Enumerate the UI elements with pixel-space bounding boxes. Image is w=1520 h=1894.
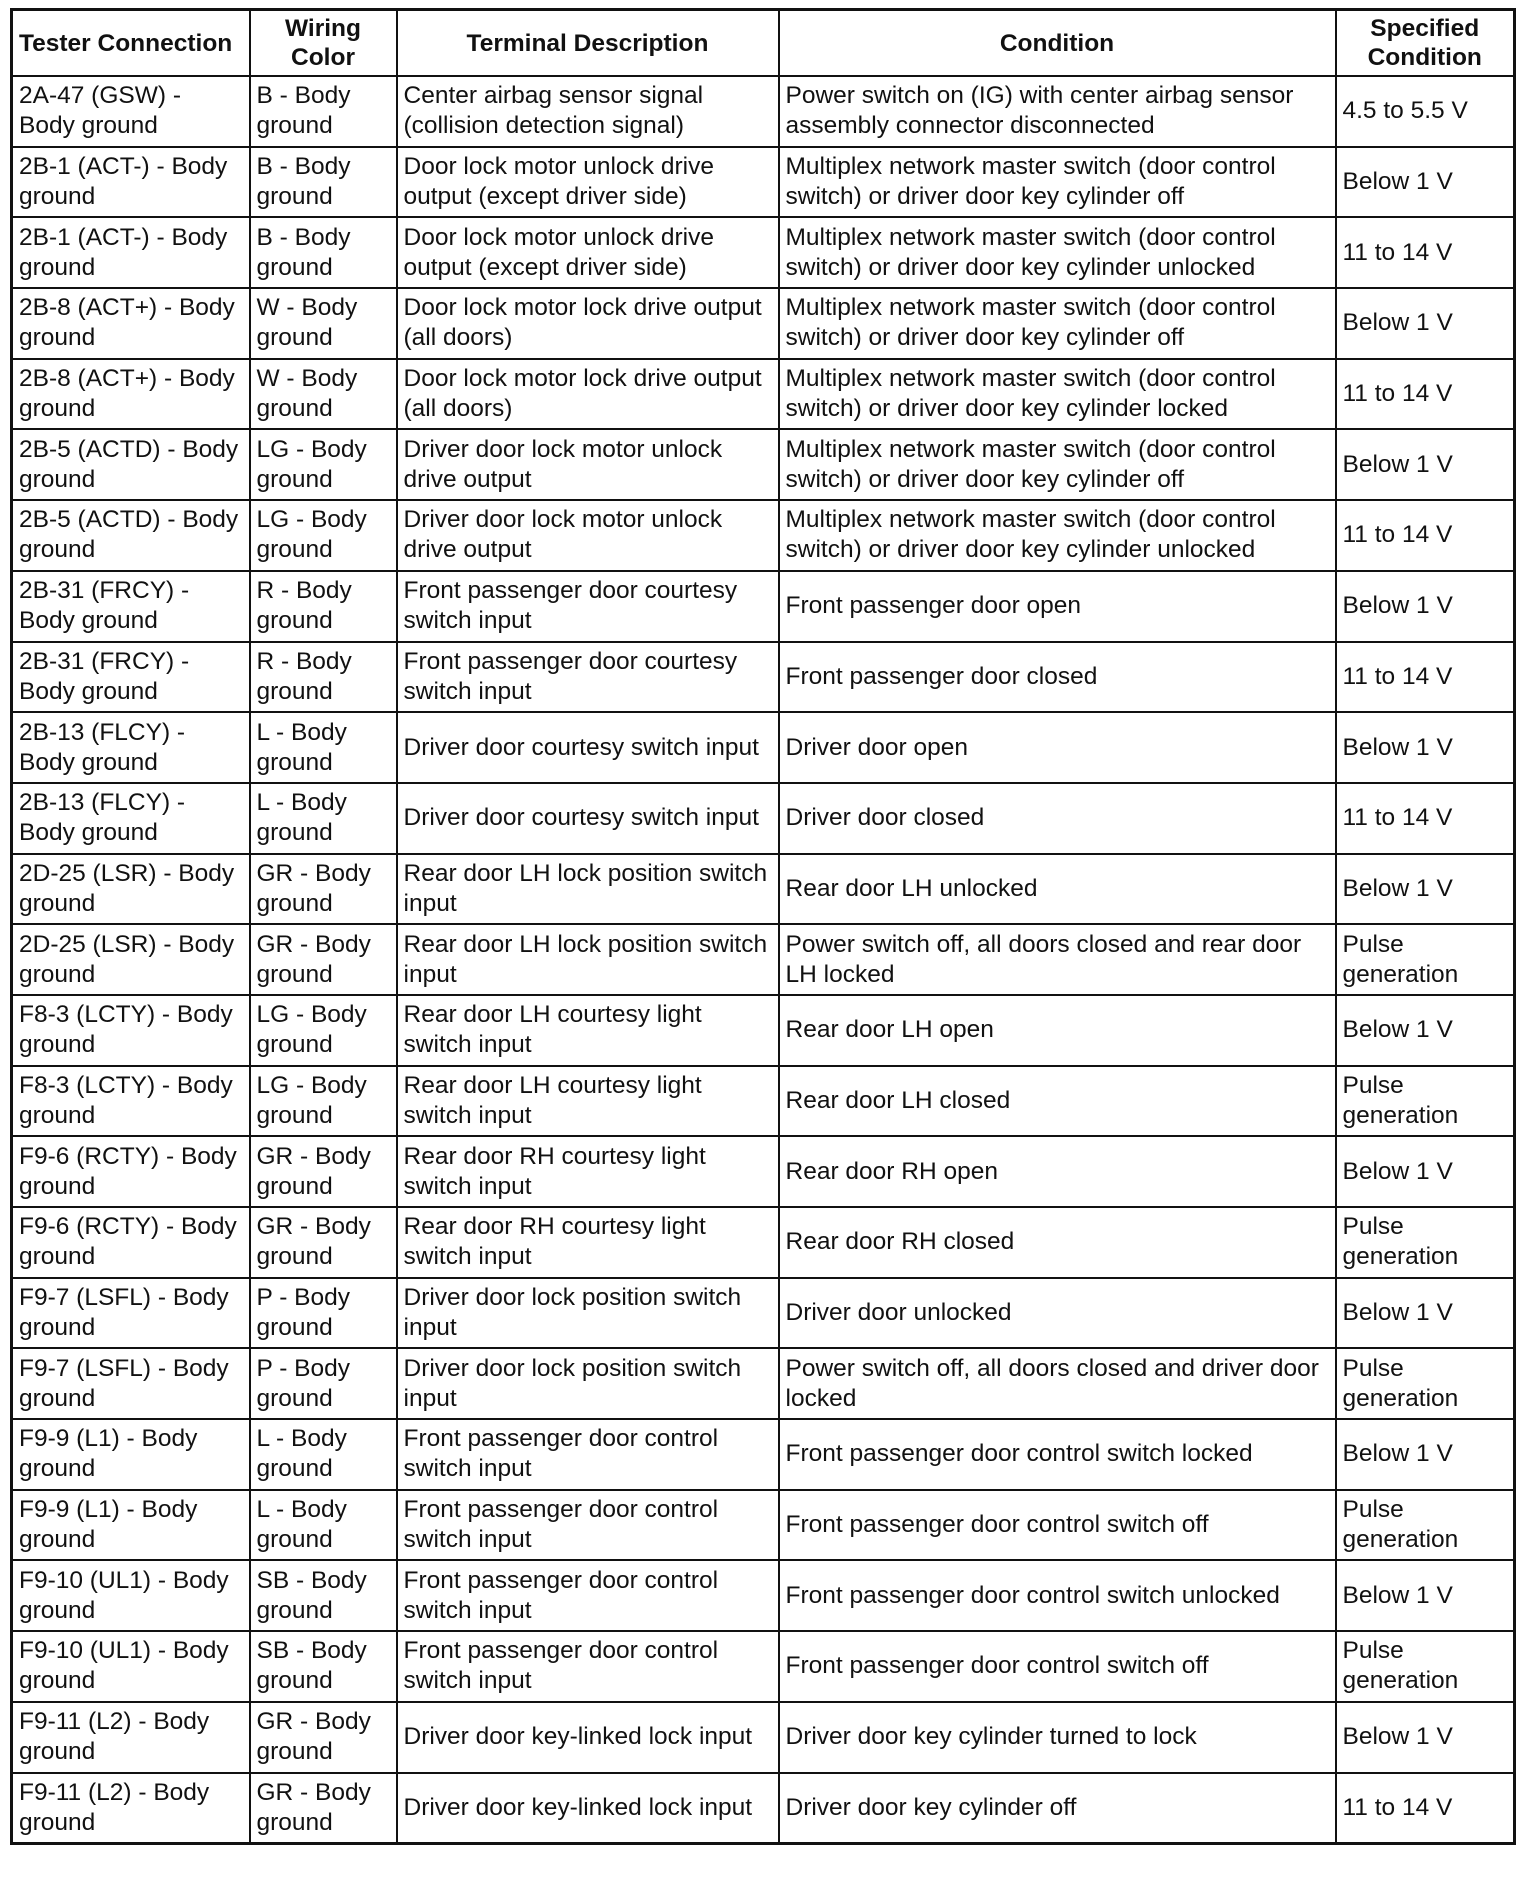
- cell-wiring-color: SB - Body ground: [250, 1560, 397, 1631]
- table-row: [12, 76, 1515, 147]
- table-row: [12, 1207, 1515, 1278]
- cell-wiring-color: B - Body ground: [250, 147, 397, 218]
- table-row: [12, 359, 1515, 430]
- cell-tester-connection: F9-10 (UL1) - Body ground: [12, 1560, 250, 1631]
- cell-specified-condition: Below 1 V: [1336, 429, 1515, 500]
- table-row: [12, 854, 1515, 925]
- cell-wiring-color: GR - Body ground: [250, 1207, 397, 1278]
- cell-specified-condition: Below 1 V: [1336, 147, 1515, 218]
- cell-terminal-description: Front passenger door control switch input: [397, 1560, 779, 1631]
- cell-condition: Rear door LH closed: [779, 1066, 1336, 1137]
- cell-specified-condition: Pulse generation: [1336, 1490, 1515, 1561]
- cell-tester-connection: F9-9 (L1) - Body ground: [12, 1419, 250, 1490]
- cell-condition: Multiplex network master switch (door control switch) or driver door key cylinder unlocked: [779, 217, 1336, 288]
- table-row: [12, 642, 1515, 713]
- cell-wiring-color: P - Body ground: [250, 1348, 397, 1419]
- cell-tester-connection: 2B-5 (ACTD) - Body ground: [12, 500, 250, 571]
- cell-terminal-description: Front passenger door courtesy switch input: [397, 571, 779, 642]
- cell-terminal-description: Driver door lock motor unlock drive output: [397, 500, 779, 571]
- table-row: [12, 288, 1515, 359]
- cell-tester-connection: 2A-47 (GSW) - Body ground: [12, 76, 250, 147]
- table-row: [12, 1702, 1515, 1773]
- cell-specified-condition: Below 1 V: [1336, 1560, 1515, 1631]
- cell-condition: Driver door key cylinder turned to lock: [779, 1702, 1336, 1773]
- table-row: [12, 1278, 1515, 1349]
- cell-terminal-description: Driver door key-linked lock input: [397, 1702, 779, 1773]
- cell-terminal-description: Front passenger door control switch input: [397, 1490, 779, 1561]
- table-row: [12, 500, 1515, 571]
- cell-wiring-color: LG - Body ground: [250, 995, 397, 1066]
- cell-wiring-color: L - Body ground: [250, 783, 397, 854]
- cell-condition: Multiplex network master switch (door control switch) or driver door key cylinder off: [779, 429, 1336, 500]
- cell-tester-connection: 2B-1 (ACT-) - Body ground: [12, 217, 250, 288]
- cell-tester-connection: F8-3 (LCTY) - Body ground: [12, 995, 250, 1066]
- cell-wiring-color: LG - Body ground: [250, 429, 397, 500]
- cell-condition: Power switch off, all doors closed and rear door LH locked: [779, 924, 1336, 995]
- cell-terminal-description: Driver door lock position switch input: [397, 1348, 779, 1419]
- cell-wiring-color: R - Body ground: [250, 571, 397, 642]
- cell-terminal-description: Rear door RH courtesy light switch input: [397, 1207, 779, 1278]
- header-wiring-color: Wiring Color: [250, 10, 397, 77]
- cell-condition: Power switch off, all doors closed and driver door locked: [779, 1348, 1336, 1419]
- cell-wiring-color: W - Body ground: [250, 359, 397, 430]
- cell-wiring-color: P - Body ground: [250, 1278, 397, 1349]
- cell-wiring-color: R - Body ground: [250, 642, 397, 713]
- cell-tester-connection: F9-6 (RCTY) - Body ground: [12, 1136, 250, 1207]
- cell-condition: Front passenger door open: [779, 571, 1336, 642]
- cell-wiring-color: LG - Body ground: [250, 500, 397, 571]
- cell-terminal-description: Rear door LH courtesy light switch input: [397, 1066, 779, 1137]
- cell-tester-connection: F9-11 (L2) - Body ground: [12, 1773, 250, 1844]
- cell-condition: Power switch on (IG) with center airbag sensor assembly connector disconnected: [779, 76, 1336, 147]
- cell-condition: Front passenger door control switch unlocked: [779, 1560, 1336, 1631]
- cell-terminal-description: Door lock motor lock drive output (all doors): [397, 359, 779, 430]
- cell-condition: Front passenger door closed: [779, 642, 1336, 713]
- cell-specified-condition: Pulse generation: [1336, 924, 1515, 995]
- table-row: [12, 217, 1515, 288]
- cell-specified-condition: 11 to 14 V: [1336, 217, 1515, 288]
- cell-specified-condition: 11 to 14 V: [1336, 359, 1515, 430]
- cell-specified-condition: Below 1 V: [1336, 854, 1515, 925]
- cell-terminal-description: Front passenger door control switch input: [397, 1419, 779, 1490]
- cell-condition: Driver door closed: [779, 783, 1336, 854]
- cell-condition: Rear door RH open: [779, 1136, 1336, 1207]
- cell-condition: Driver door key cylinder off: [779, 1773, 1336, 1844]
- cell-tester-connection: 2B-8 (ACT+) - Body ground: [12, 288, 250, 359]
- cell-terminal-description: Center airbag sensor signal (collision detection signal): [397, 76, 779, 147]
- cell-terminal-description: Driver door lock position switch input: [397, 1278, 779, 1349]
- cell-specified-condition: 11 to 14 V: [1336, 783, 1515, 854]
- header-terminal-description: Terminal Description: [397, 10, 779, 77]
- table-body: [12, 76, 1515, 1844]
- cell-specified-condition: Below 1 V: [1336, 712, 1515, 783]
- cell-tester-connection: F8-3 (LCTY) - Body ground: [12, 1066, 250, 1137]
- cell-condition: Rear door LH open: [779, 995, 1336, 1066]
- cell-terminal-description: Driver door lock motor unlock drive output: [397, 429, 779, 500]
- cell-tester-connection: 2D-25 (LSR) - Body ground: [12, 854, 250, 925]
- cell-condition: Driver door unlocked: [779, 1278, 1336, 1349]
- table-row: [12, 1419, 1515, 1490]
- cell-tester-connection: F9-7 (LSFL) - Body ground: [12, 1348, 250, 1419]
- cell-wiring-color: GR - Body ground: [250, 1136, 397, 1207]
- cell-terminal-description: Front passenger door control switch input: [397, 1631, 779, 1702]
- cell-terminal-description: Front passenger door courtesy switch input: [397, 642, 779, 713]
- cell-tester-connection: 2B-1 (ACT-) - Body ground: [12, 147, 250, 218]
- cell-wiring-color: GR - Body ground: [250, 1702, 397, 1773]
- cell-wiring-color: B - Body ground: [250, 217, 397, 288]
- cell-wiring-color: W - Body ground: [250, 288, 397, 359]
- cell-tester-connection: 2D-25 (LSR) - Body ground: [12, 924, 250, 995]
- cell-terminal-description: Door lock motor lock drive output (all doors): [397, 288, 779, 359]
- table-header: [12, 10, 1515, 77]
- table-row: [12, 783, 1515, 854]
- cell-tester-connection: F9-9 (L1) - Body ground: [12, 1490, 250, 1561]
- cell-specified-condition: 11 to 14 V: [1336, 1773, 1515, 1844]
- header-row: [12, 10, 1515, 77]
- cell-terminal-description: Rear door RH courtesy light switch input: [397, 1136, 779, 1207]
- cell-tester-connection: 2B-13 (FLCY) - Body ground: [12, 712, 250, 783]
- table-row: [12, 147, 1515, 218]
- cell-condition: Driver door open: [779, 712, 1336, 783]
- table-row: [12, 995, 1515, 1066]
- cell-specified-condition: 11 to 14 V: [1336, 500, 1515, 571]
- cell-specified-condition: Below 1 V: [1336, 288, 1515, 359]
- cell-wiring-color: L - Body ground: [250, 712, 397, 783]
- cell-specified-condition: 11 to 14 V: [1336, 642, 1515, 713]
- cell-condition: Multiplex network master switch (door control switch) or driver door key cylinder off: [779, 147, 1336, 218]
- cell-wiring-color: L - Body ground: [250, 1419, 397, 1490]
- cell-terminal-description: Door lock motor unlock drive output (except driver side): [397, 217, 779, 288]
- cell-specified-condition: Pulse generation: [1336, 1066, 1515, 1137]
- cell-tester-connection: 2B-31 (FRCY) - Body ground: [12, 642, 250, 713]
- cell-condition: Front passenger door control switch off: [779, 1631, 1336, 1702]
- cell-condition: Multiplex network master switch (door control switch) or driver door key cylinder locked: [779, 359, 1336, 430]
- cell-terminal-description: Driver door courtesy switch input: [397, 783, 779, 854]
- cell-wiring-color: SB - Body ground: [250, 1631, 397, 1702]
- table-row: [12, 1490, 1515, 1561]
- cell-tester-connection: F9-10 (UL1) - Body ground: [12, 1631, 250, 1702]
- cell-tester-connection: 2B-13 (FLCY) - Body ground: [12, 783, 250, 854]
- cell-wiring-color: GR - Body ground: [250, 1773, 397, 1844]
- cell-tester-connection: 2B-5 (ACTD) - Body ground: [12, 429, 250, 500]
- cell-condition: Multiplex network master switch (door control switch) or driver door key cylinder unlocked: [779, 500, 1336, 571]
- cell-wiring-color: B - Body ground: [250, 76, 397, 147]
- cell-specified-condition: Below 1 V: [1336, 571, 1515, 642]
- cell-tester-connection: F9-6 (RCTY) - Body ground: [12, 1207, 250, 1278]
- cell-terminal-description: Driver door key-linked lock input: [397, 1773, 779, 1844]
- cell-specified-condition: Below 1 V: [1336, 1278, 1515, 1349]
- cell-condition: Front passenger door control switch locked: [779, 1419, 1336, 1490]
- table-row: [12, 1348, 1515, 1419]
- cell-wiring-color: LG - Body ground: [250, 1066, 397, 1137]
- cell-specified-condition: Pulse generation: [1336, 1207, 1515, 1278]
- cell-terminal-description: Driver door courtesy switch input: [397, 712, 779, 783]
- cell-tester-connection: F9-11 (L2) - Body ground: [12, 1702, 250, 1773]
- cell-specified-condition: Below 1 V: [1336, 1136, 1515, 1207]
- cell-specified-condition: Below 1 V: [1336, 1702, 1515, 1773]
- cell-tester-connection: F9-7 (LSFL) - Body ground: [12, 1278, 250, 1349]
- cell-condition: Multiplex network master switch (door control switch) or driver door key cylinder off: [779, 288, 1336, 359]
- table-row: [12, 1136, 1515, 1207]
- cell-wiring-color: L - Body ground: [250, 1490, 397, 1561]
- terminal-inspection-table: [10, 8, 1516, 1845]
- cell-condition: Rear door RH closed: [779, 1207, 1336, 1278]
- cell-specified-condition: Below 1 V: [1336, 995, 1515, 1066]
- cell-terminal-description: Door lock motor unlock drive output (except driver side): [397, 147, 779, 218]
- table-row: [12, 1066, 1515, 1137]
- table-row: [12, 924, 1515, 995]
- table-row: [12, 1560, 1515, 1631]
- table-row: [12, 712, 1515, 783]
- header-condition: Condition: [779, 10, 1336, 77]
- cell-specified-condition: Pulse generation: [1336, 1348, 1515, 1419]
- cell-condition: Rear door LH unlocked: [779, 854, 1336, 925]
- cell-specified-condition: Below 1 V: [1336, 1419, 1515, 1490]
- cell-terminal-description: Rear door LH courtesy light switch input: [397, 995, 779, 1066]
- table-row: [12, 429, 1515, 500]
- header-specified-condition: Specified Condition: [1336, 10, 1515, 77]
- cell-wiring-color: GR - Body ground: [250, 924, 397, 995]
- cell-terminal-description: Rear door LH lock position switch input: [397, 924, 779, 995]
- cell-specified-condition: Pulse generation: [1336, 1631, 1515, 1702]
- cell-terminal-description: Rear door LH lock position switch input: [397, 854, 779, 925]
- table-row: [12, 1631, 1515, 1702]
- cell-tester-connection: 2B-31 (FRCY) - Body ground: [12, 571, 250, 642]
- cell-specified-condition: 4.5 to 5.5 V: [1336, 76, 1515, 147]
- cell-wiring-color: GR - Body ground: [250, 854, 397, 925]
- cell-condition: Front passenger door control switch off: [779, 1490, 1336, 1561]
- cell-tester-connection: 2B-8 (ACT+) - Body ground: [12, 359, 250, 430]
- table-row: [12, 571, 1515, 642]
- table-row: [12, 1773, 1515, 1844]
- header-tester-connection: Tester Connection: [12, 10, 250, 77]
